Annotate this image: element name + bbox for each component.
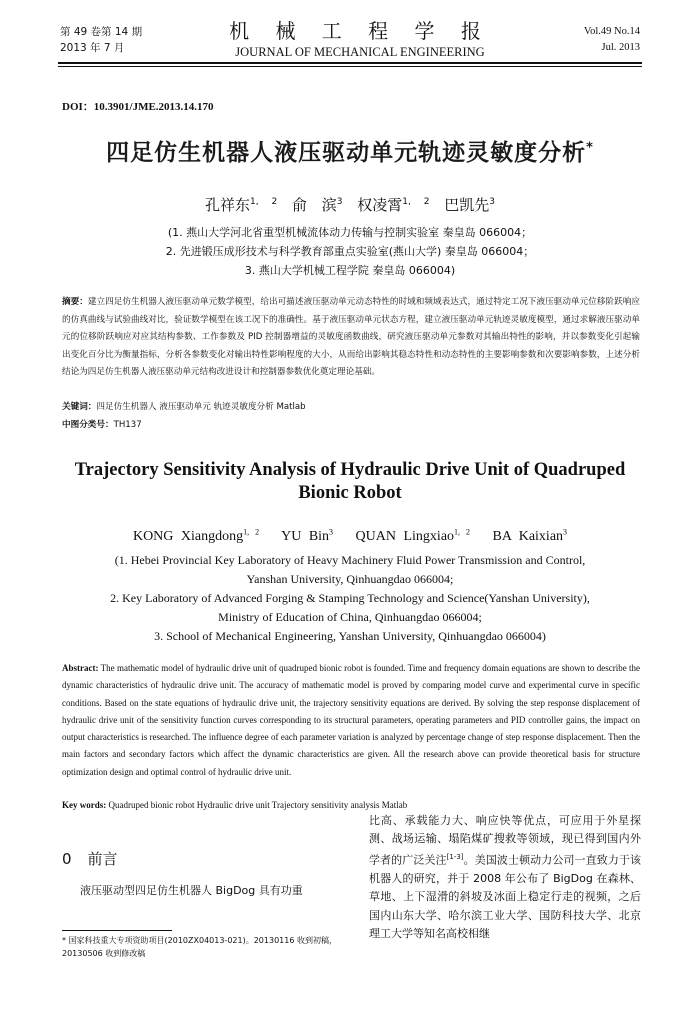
footnote-rule — [62, 930, 172, 931]
author-cn: 权凌霄$^{1, 2}$ — [357, 196, 430, 214]
affiliation-cn: 3. 燕山大学机械工程学院 秦皇岛 066004) — [244, 264, 456, 277]
affiliation-en: 3. School of Mechanical Engineering, Yanshan University, Qinhuangdao 066004) — [154, 629, 546, 643]
keywords-en-label: Key words: — [62, 800, 107, 810]
clc-label: 中图分类号： — [62, 420, 114, 430]
footnote-line: * 国家科技重大专项资助项目(2010ZX04013-021)。20130116 收到初稿， — [62, 936, 337, 945]
journal-title-en: JOURNAL OF MECHANICAL ENGINEERING — [235, 45, 485, 59]
author-cn: 俞 滨$^3$ — [291, 196, 343, 214]
footnote — [62, 934, 362, 960]
clc-text: TH137 — [113, 420, 142, 430]
section-number: 0 — [62, 850, 72, 868]
header-rule-thin — [58, 66, 642, 67]
paper-title-cn-text: 四足仿生机器人液压驱动单元轨迹灵敏度分析 — [106, 140, 587, 166]
title-footnote-mark: * — [586, 140, 594, 156]
keywords-cn — [62, 400, 306, 412]
journal-title-cn: 机 械 工 程 学 报 — [229, 19, 491, 43]
footnote-line: 20130506 收到修改稿 — [62, 949, 146, 958]
author-en: BA Kaixian$^3$ — [492, 527, 568, 544]
header-issue-cn — [60, 24, 142, 56]
header-issue-en — [584, 24, 640, 56]
citation: [1-3] — [446, 853, 464, 862]
keywords-en — [62, 800, 407, 810]
author-en: QUAN Lingxiao$^{1, 2}$ — [355, 527, 471, 544]
affiliation-en: 2. Key Laboratory of Advanced Forging & Stamping Technology and Science(Yanshan University), — [110, 591, 590, 605]
keywords-cn-text: 四足仿生机器人 液压驱动单元 轨迹灵敏度分析 Matlab — [96, 402, 306, 412]
header-date-cn: 2013 年 7 月 — [60, 42, 125, 54]
affiliation-en: Yanshan University, Qinhuangdao 066004; — [246, 572, 454, 586]
keywords-cn-label: 关键词： — [62, 402, 97, 412]
clc-number — [62, 418, 142, 430]
section-title: 前言 — [87, 850, 118, 868]
author-cn: 孔祥东$^{1, 2}$ — [204, 196, 278, 214]
body-text-right: 比高、承载能力大、响应快等优点，可应用于外星探测、战场运输、塌陷煤矿搜救等领域，现已得到国内外学者的广泛关注[1-3]。美国波士顿动力公司一直致力于该机器人的研究，并于 2008 年公布了 BigDog 在森林、草地、上下湿滑的斜坡及冰面上稳定行走的视频，之后国内山东大学、哈尔滨工业大学、国防科技大学、北京理工大学等知名高校相继 — [369, 814, 642, 940]
affiliation-en: (1. Hebei Provincial Key Laboratory of Heavy Machinery Fluid Power Transmission and Control, — [114, 553, 586, 567]
header-rule-thick — [58, 62, 642, 64]
doi: DOI：10.3901/JME.2013.14.170 — [62, 101, 214, 113]
author-en: KONG Xiangdong$^{1, 2}$ — [132, 527, 260, 544]
paper-title-cn — [40, 134, 660, 167]
author-en: YU Bin$^3$ — [281, 527, 334, 544]
abstract-cn-label: 摘要： — [62, 297, 88, 307]
abstract-cn — [62, 294, 640, 382]
authors-cn — [40, 194, 660, 215]
abstract-en-text: The mathematic model of hydraulic drive unit of quadruped bionic robot is founded. Time and frequency domain equations are shown to describe the dynamic characteristics of hydraulic drive unit. The accuracy of mathematic model is proved by comparing model curve and experimental curve in specific conditions. Based on the state equations of hydraulic drive unit, the trajectory sensitivity equations are derived. By solving the step response displacement of hydraulic drive unit of the sensitivity function curves corresponding to its structural parameters, operating parameters and PID controller gains, the impact on output characteristics is researched. The influence degree of each parameter variation is analyzed by percentage change of step response displacement. Then the main factors and secondary factors which affect the dynamic characteristics are given. All the research above can provide theoretical basis for structure optimization design and optimal control of hydraulic drive unit. — [62, 663, 640, 777]
keywords-en-text: Quadruped bionic robot Hydraulic drive unit Trajectory sensitivity analysis Matlab — [108, 800, 408, 810]
journal-masthead — [210, 18, 510, 60]
author-cn: 巴凯先$^3$ — [444, 196, 495, 214]
header-month-year: Jul. 2013 — [601, 42, 640, 53]
authors-en — [40, 527, 660, 545]
abstract-en-label: Abstract: — [62, 663, 99, 673]
paper-title-en — [40, 459, 660, 505]
affiliation-cn: 2. 先进锻压成形技术与科学教育部重点实验室(燕山大学) 秦皇岛 066004； — [165, 245, 535, 258]
header-volume-cn: 第 49 卷第 14 期 — [60, 26, 143, 38]
paper-title-en-line: Trajectory Sensitivity Analysis of Hydraulic Drive Unit of Quadruped — [74, 460, 626, 480]
affiliation-cn: (1. 燕山大学河北省重型机械流体动力传输与控制实验室 秦皇岛 066004； — [167, 226, 533, 239]
paper-title-en-line: Bionic Robot — [298, 483, 402, 503]
abstract-cn-text: 建立四足仿生机器人液压驱动单元数学模型，给出可描述液压驱动单元动态特性的时域和频域表达式，通过特定工况下液压驱动单元位移阶跃响应的仿真曲线与试验曲线对比，验证数学模型在该工况下的准确性。基于液压驱动单元状态方程，建立液压驱动单元轨迹灵敏度模型，通过求解液压驱动单元的位移阶跃响应对应其结构参数、工作参数及 PID 控制器增益的灵敏度函数曲线，研究液压驱动单元参数对其输出特性的影响，并以参数变化引起输出变化百分比为衡量指标，分析各参数变化对输出特性影响程度的大小，从而给出影响其稳态特性和动态特性的主要影响参数和次要影响参数，上述分析结论为四足仿生机器人液压驱动单元结构改进设计和控制器参数优化奠定理论基础。 — [62, 297, 640, 377]
header-vol-no: Vol.49 No.14 — [583, 26, 640, 37]
affiliation-en: Ministry of Education of China, Qinhuangdao 066004; — [218, 610, 482, 624]
body-text-left: 液压驱动型四足仿生机器人 BigDog 具有功重 — [80, 884, 303, 897]
section-heading — [62, 848, 118, 869]
abstract-en — [62, 660, 640, 781]
